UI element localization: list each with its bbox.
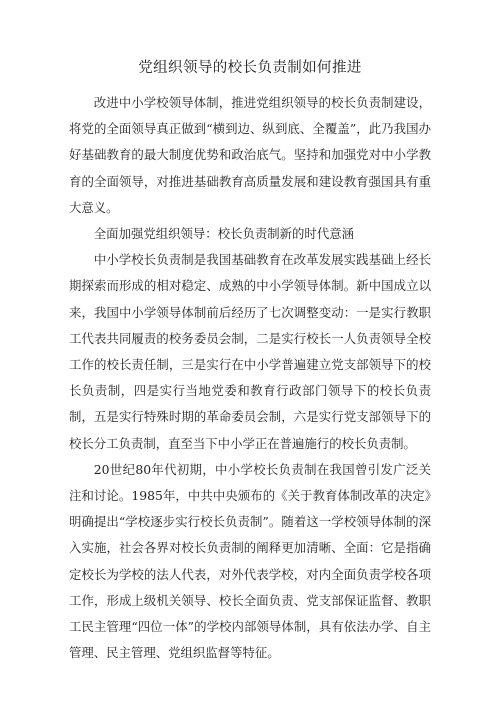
section-heading: 全面加强党组织领导：校长负责制新的时代意涵 [93, 226, 354, 242]
history-paragraph: 中小学校长负责制是我国基础教育在改革发展实践基础上经长期探索而形成的相对稳定、成熟的中小学领导体制。新中国成立以来，我国中小学领导体制前后经历了七次调整变动：一是实行教职工代表共同履责的校务委员会制，二是实行校长一人负责领导全校工作的校长责任制，三是实行在中小学普遍建立党支部领导下的校长负责制，四是实行当地党委和教育行政部门领导下的校长负责制，五是实行特殊时期的革命委员会制，六是实行党支部领导下的校长分工负责制，直至当下中小学正在普遍施行的校长负责制。 [69, 252, 431, 451]
page-title: 党组织领导的校长负责制如何推进 [138, 60, 362, 76]
intro-paragraph: 改进中小学校领导体制，推进党组织领导的校长负责制建设，将党的全面领导真正做到“横到边、纵到底、全覆盖”，此乃我国办好基础教育的最大制度优势和政治底气。坚持和加强党对中小学教育的全面领导，对推进基础教育高质量发展和建设教育强国具有重大意义。 [69, 95, 431, 215]
document-body [69, 90, 431, 666]
definition-paragraph: 20世纪80年代初期，中小学校长负责制在我国曾引发广泛关注和讨论。1985年，中共中央颁布的《关于教育体制改革的决定》明确提出“学校逐步实行校长负责制”。随着这一学校领导体制的深入实施，社会各界对校长负责制的阐释更加清晰、全面：它是指确定校长为学校的法人代表，对外代表学校，对内全面负责学校各项工作，形成上级机关领导、校长全面负责、党支部保证监督、教职工民主管理“四位一体”的学校内部领导体制，具有依法办学、自主管理、民主管理、党组织监督等特征。 [69, 461, 431, 661]
